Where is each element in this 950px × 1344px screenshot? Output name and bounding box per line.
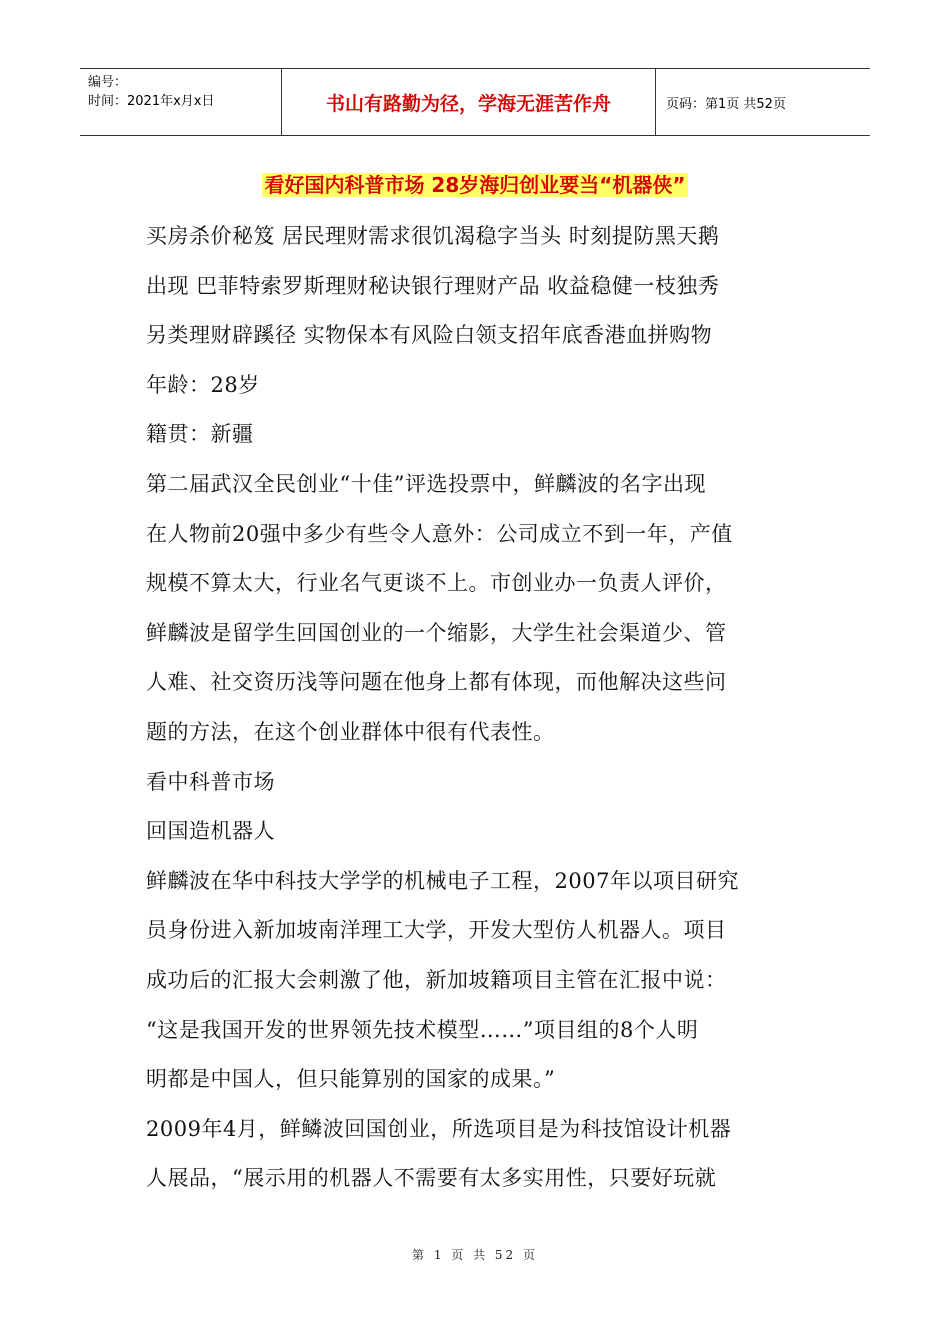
article-body	[146, 212, 806, 1204]
body-line: 人难、社交资历浅等问题在他身上都有体现，而他解决这些问	[146, 670, 727, 695]
article-title	[0, 170, 950, 200]
body-line: 年龄：28岁	[146, 372, 260, 397]
body-line: 买房杀价秘笈 居民理财需求很饥渴稳字当头 时刻提防黑天鹅	[146, 224, 720, 248]
body-line: 人展品，“展示用的机器人不需要有太多实用性，只要好玩就	[146, 1166, 717, 1191]
section-heading: 看中科普市场	[146, 769, 275, 794]
body-line: 在人物前20强中多少有些令人意外：公司成立不到一年，产值	[146, 521, 733, 546]
body-line: 2009年4月，鲜鳞波回国创业，所选项目是为科技馆设计机器	[146, 1116, 732, 1141]
body-line: 成功后的汇报大会刺激了他，新加坡籍项目主管在汇报中说：	[146, 967, 727, 992]
document-number-label: 编号：	[88, 75, 128, 90]
body-line: 出现 巴菲特索罗斯理财秘诀银行理财产品 收益稳健一枝独秀	[146, 273, 720, 298]
body-line: 明都是中国人，但只能算别的国家的成果。”	[146, 1067, 556, 1092]
body-line: 鲜麟波在华中科技大学学的机械电子工程，2007年以项目研究	[146, 868, 739, 893]
header-page-info: 页码：第1页 共52页	[666, 96, 786, 112]
body-line: 规模不算太大，行业名气更谈不上。市创业办一负责人评价，	[146, 571, 727, 596]
page-header	[80, 68, 870, 136]
body-line: 鲜麟波是留学生回国创业的一个缩影，大学生社会渠道少、管	[146, 620, 727, 645]
header-motto: 书山有路勤为径，学海无涯苦作舟	[282, 69, 656, 135]
body-line: “这是我国开发的世界领先技术模型……”项目组的8个人明	[146, 1017, 699, 1042]
document-time-label: 时间：2021年x月x日	[88, 94, 215, 109]
body-line: 籍贯：新疆	[146, 422, 254, 447]
body-line: 题的方法，在这个创业群体中很有代表性。	[146, 719, 555, 744]
article-title-text: 看好国内科普市场 28岁海归创业要当“机器侠”	[264, 173, 686, 197]
body-line: 另类理财辟蹊径 实物保本有风险白领支招年底香港血拼购物	[146, 323, 713, 348]
body-line: 第二届武汉全民创业“十佳”评选投票中，鲜麟波的名字出现	[146, 471, 706, 496]
page-footer: 第 1 页 共 52 页	[412, 1248, 538, 1262]
header-meta	[80, 69, 282, 135]
section-heading: 回国造机器人	[146, 819, 275, 844]
body-line: 员身份进入新加坡南洋理工大学，开发大型仿人机器人。项目	[146, 918, 727, 943]
